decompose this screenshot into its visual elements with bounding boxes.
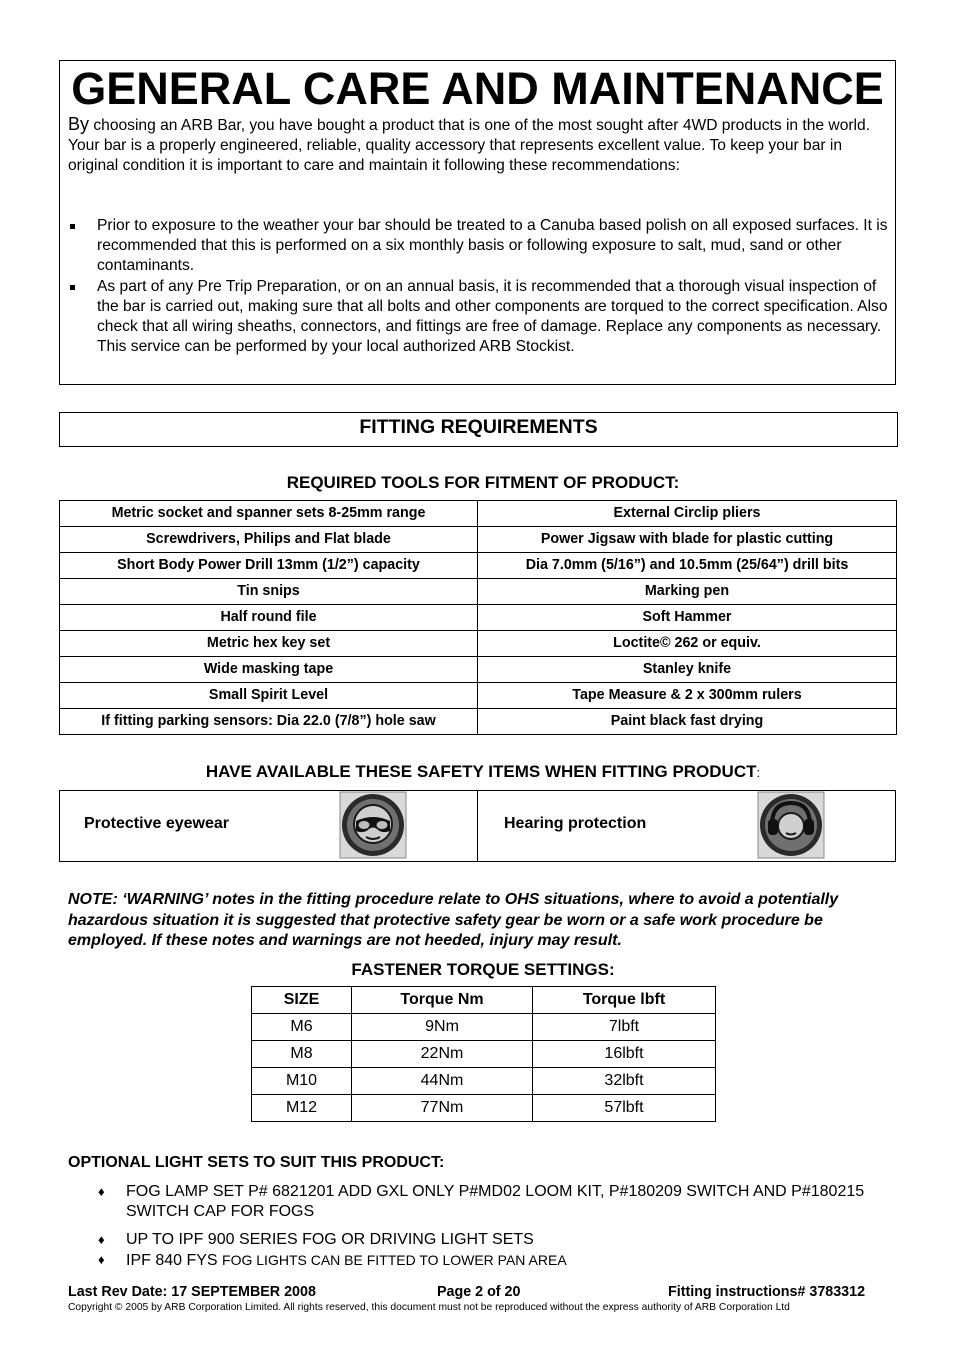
- safety-title: [0, 762, 954, 782]
- torque-cell: M6: [252, 1014, 352, 1041]
- torque-cell: 9Nm: [352, 1014, 533, 1041]
- torque-cell: M8: [252, 1041, 352, 1068]
- ear-protection-icon: [757, 791, 825, 859]
- safety-item-hearing: Hearing protection: [504, 815, 647, 832]
- tools-title: REQUIRED TOOLS FOR FITMENT OF PRODUCT:: [286, 473, 680, 492]
- tool-cell: Half round file: [60, 605, 478, 631]
- tool-cell: Small Spirit Level: [60, 683, 478, 709]
- torque-cell: 77Nm: [352, 1095, 533, 1122]
- torque-cell: 57lbft: [533, 1095, 716, 1122]
- safety-title-colon: :: [756, 765, 761, 780]
- fitting-requirements-heading: FITTING REQUIREMENTS: [59, 412, 898, 447]
- torque-cell: M12: [252, 1095, 352, 1122]
- torque-cell: 32lbft: [533, 1068, 716, 1095]
- safety-divider: [477, 791, 478, 861]
- care-intro-by: By: [68, 114, 90, 134]
- table-row: [60, 657, 897, 683]
- tool-cell: Soft Hammer: [478, 605, 897, 631]
- table-row: [252, 1095, 716, 1122]
- torque-cell: M10: [252, 1068, 352, 1095]
- square-bullet-icon: [70, 224, 75, 229]
- torque-cell: 16lbft: [533, 1041, 716, 1068]
- list-item-text: UP TO IPF 900 SERIES FOG OR DRIVING LIGHT SETS: [126, 1231, 534, 1248]
- safety-items: [59, 790, 896, 862]
- tool-cell: Metric socket and spanner sets 8-25mm range: [60, 501, 478, 527]
- care-intro-text: choosing an ARB Bar, you have bought a product that is one of the most sought after 4WD products in the world. Your bar is a properly engineered, reliable, quality accessory that represents excellent value. To keep your bar in original condition it is important to care and maintain it following these recommendations:: [68, 117, 871, 175]
- table-row: [60, 605, 897, 631]
- table-row: [252, 1068, 716, 1095]
- safety-title-text: HAVE AVAILABLE THESE SAFETY ITEMS WHEN FITTING PRODUCT: [205, 762, 757, 781]
- table-row: [252, 1014, 716, 1041]
- table-row: [60, 579, 897, 605]
- diamond-bullet-icon: ♦: [98, 1252, 105, 1267]
- tool-cell: Tin snips: [60, 579, 478, 605]
- torque-cell: 7lbft: [533, 1014, 716, 1041]
- torque-table: [251, 986, 716, 1122]
- tools-table: [59, 500, 897, 735]
- diamond-bullet-icon: ♦: [98, 1232, 105, 1247]
- torque-cell: 22Nm: [352, 1041, 533, 1068]
- tool-cell: Tape Measure & 2 x 300mm rulers: [478, 683, 897, 709]
- table-row: [252, 1041, 716, 1068]
- list-item-text: FOG LAMP SET P# 6821201 ADD GXL ONLY P#MD02 LOOM KIT, P#180209 SWITCH AND P#180215 SWITCH CAP FOR FOGS: [126, 1183, 865, 1220]
- table-row: [60, 527, 897, 553]
- tool-cell: Loctite© 262 or equiv.: [478, 631, 897, 657]
- torque-title: FASTENER TORQUE SETTINGS:: [351, 960, 615, 979]
- square-bullet-icon: [70, 285, 75, 290]
- list-item: [98, 1230, 888, 1250]
- optional-lights-title: OPTIONAL LIGHT SETS TO SUIT THIS PRODUCT:: [68, 1154, 445, 1171]
- column-header: SIZE: [252, 987, 352, 1014]
- care-bullet-list: [68, 216, 888, 357]
- list-item: [98, 1250, 888, 1271]
- optional-lights-list: [98, 1182, 888, 1271]
- table-header-row: [252, 987, 716, 1014]
- footer-copyright: Copyright © 2005 by ARB Corporation Limited. All rights reserved, this document must not be reproduced without the express authority of ARB Corporation Ltd: [68, 1302, 790, 1313]
- list-item-text-small: FOG LIGHTS CAN BE FITTED TO LOWER PAN AREA: [222, 1252, 567, 1268]
- table-row: [60, 501, 897, 527]
- care-intro: [68, 114, 888, 177]
- footer-rev-date: Last Rev Date: 17 SEPTEMBER 2008: [68, 1284, 316, 1300]
- care-bullet-text: Prior to exposure to the weather your bar should be treated to a Canuba based polish on all exposed surfaces. It is recommended that this is performed on a six monthly basis or following exposure to salt, mud, sand or other contaminants.: [97, 217, 888, 275]
- torque-cell: 44Nm: [352, 1068, 533, 1095]
- tool-cell: Marking pen: [478, 579, 897, 605]
- care-bullet-text: As part of any Pre Trip Preparation, or on an annual basis, it is recommended that a thorough visual inspection of the bar is carried out, making sure that all bolts and other components are torqued to the correct specification. Also check that all wiring sheaths, connectors, and fittings are free of damage. Replace any components as necessary. This service can be performed by your local authorized ARB Stockist.: [97, 277, 888, 356]
- footer-instructions-number: Fitting instructions# 3783312: [668, 1284, 866, 1300]
- tool-cell: Metric hex key set: [60, 631, 478, 657]
- care-title: GENERAL CARE AND MAINTENANCE: [71, 63, 884, 114]
- table-row: [60, 709, 897, 735]
- column-header: Torque lbft: [533, 987, 716, 1014]
- tool-cell: Short Body Power Drill 13mm (1/2”) capacity: [60, 553, 478, 579]
- table-row: [60, 553, 897, 579]
- tool-cell: Screwdrivers, Philips and Flat blade: [60, 527, 478, 553]
- list-item-text: IPF 840 FYS: [126, 1252, 223, 1269]
- care-bullet: [68, 277, 888, 358]
- diamond-bullet-icon: ♦: [98, 1184, 105, 1199]
- warning-note: NOTE: ‘WARNING’ notes in the fitting procedure relate to OHS situations, where to avoid a potentially hazardous situation it is suggested that protective safety gear be worn or a safe work procedure be employed. If these notes and warnings are not heeded, injury may result.: [68, 891, 839, 949]
- footer-page-number: Page 2 of 20: [437, 1284, 521, 1300]
- tool-cell: External Circlip pliers: [478, 501, 897, 527]
- tool-cell: Power Jigsaw with blade for plastic cutting: [478, 527, 897, 553]
- care-bullet: [68, 216, 888, 277]
- tool-cell: Dia 7.0mm (5/16”) and 10.5mm (25/64”) drill bits: [478, 553, 897, 579]
- tool-cell: If fitting parking sensors: Dia 22.0 (7/8”) hole saw: [60, 709, 478, 735]
- safety-goggles-icon: [339, 791, 407, 859]
- column-header: Torque Nm: [352, 987, 533, 1014]
- list-item: [98, 1182, 888, 1222]
- table-row: [60, 683, 897, 709]
- care-section: [59, 60, 896, 385]
- tool-cell: Stanley knife: [478, 657, 897, 683]
- table-row: [60, 631, 897, 657]
- tool-cell: Paint black fast drying: [478, 709, 897, 735]
- tool-cell: Wide masking tape: [60, 657, 478, 683]
- safety-item-eyewear: Protective eyewear: [84, 815, 229, 832]
